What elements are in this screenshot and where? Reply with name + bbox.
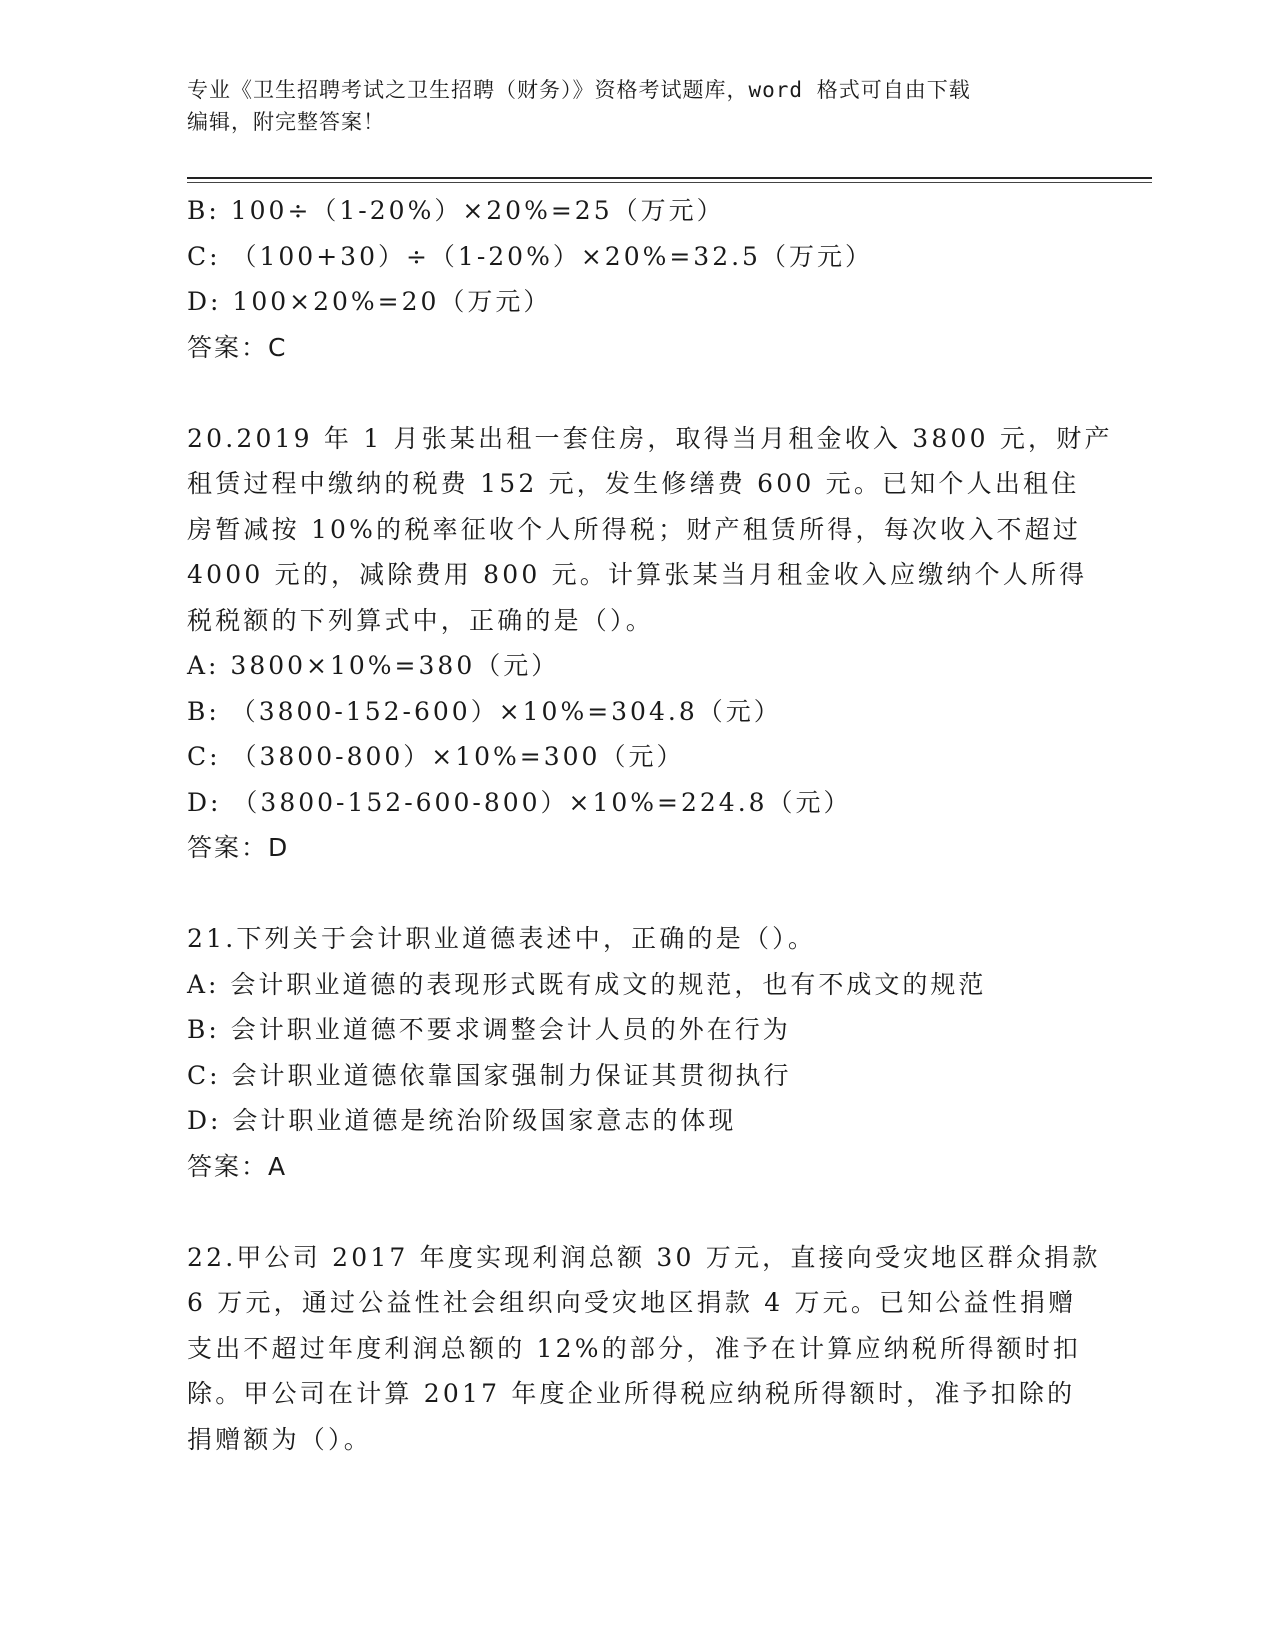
q19-option-b: B: 100÷（1-20%）×20%=25（万元） [187, 196, 725, 225]
q20-answer: 答案：D [187, 833, 290, 862]
q20-stem-line-3: 房暂减按 10%的税率征收个人所得税；财产租赁所得，每次收入不超过 [187, 514, 1082, 544]
spacer [187, 1189, 1087, 1235]
q22-stem-line-5: 捐赠额为（）。 [187, 1424, 372, 1454]
header-divider-thick [187, 177, 1152, 179]
document-body [187, 188, 1113, 1462]
q21-option-a: A: 会计职业道德的表现形式既有成文的规范，也有不成文的规范 [187, 969, 987, 999]
q21-option-b: B: 会计职业道德不要求调整会计人员的外在行为 [187, 1015, 791, 1044]
q22-stem-line-1: 22.甲公司 2017 年度实现利润总额 30 万元，直接向受灾地区群众捐款 [187, 1242, 1101, 1272]
q20-stem-line-2: 租赁过程中缴纳的税费 152 元，发生修缮费 600 元。已知个人出租住 [187, 469, 1080, 498]
q19-option-c: C: （100+30）÷（1-20%）×20%=32.5（万元） [187, 241, 873, 271]
q22-stem-line-2: 6 万元，通过公益性社会组织向受灾地区捐款 4 万元。已知公益性捐赠 [187, 1288, 1077, 1317]
q20-stem-line-4: 4000 元的，减除费用 800 元。计算张某当月租金收入应缴纳个人所得 [187, 560, 1088, 589]
spacer [187, 370, 1087, 416]
q19-option-d: D: 100×20%=20（万元） [187, 287, 552, 316]
header-line-2: 编辑，附完整答案！ [187, 110, 385, 134]
q20-stem [187, 416, 1113, 644]
q22-stem [187, 1235, 1101, 1463]
q21-option-c: C: 会计职业道德依靠国家强制力保证其贯彻执行 [187, 1060, 792, 1090]
q20-stem-line-1: 20.2019 年 1 月张某出租一套住房，取得当月租金收入 3800 元，财产 [187, 423, 1113, 453]
q21-options [187, 962, 1087, 1144]
q20-options [187, 643, 1087, 825]
q20-option-b: B: （3800-152-600）×10%=304.8（元） [187, 696, 782, 726]
page-header [187, 74, 1067, 138]
q21-option-d: D: 会计职业道德是统治阶级国家意志的体现 [187, 1106, 737, 1135]
q20-option-c: C: （3800-800）×10%=300（元） [187, 742, 685, 771]
q22-stem-line-4: 除。甲公司在计算 2017 年度企业所得税应纳税所得额时，准予扣除的 [187, 1379, 1076, 1408]
q20-option-a: A: 3800×10%=380（元） [187, 651, 560, 680]
header-divider-thin [187, 182, 1152, 183]
q21-answer: 答案：A [187, 1151, 288, 1181]
q21-stem-line-1: 21.下列关于会计职业道德表述中，正确的是（）。 [187, 924, 817, 953]
q19-options [187, 188, 1087, 325]
q20-stem-line-5: 税税额的下列算式中，正确的是（）。 [187, 605, 654, 635]
q20-option-d: D: （3800-152-600-800）×10%=224.8（元） [187, 787, 852, 817]
header-line-1: 专业《卫生招聘考试之卫生招聘（财务）》资格考试题库，word 格式可自由下载 [187, 78, 971, 102]
q19-answer: 答案：C [187, 332, 288, 362]
q22-stem-line-3: 支出不超过年度利润总额的 12%的部分，准予在计算应纳税所得额时扣 [187, 1333, 1082, 1363]
q21-stem [187, 916, 1087, 962]
spacer [187, 871, 1087, 917]
